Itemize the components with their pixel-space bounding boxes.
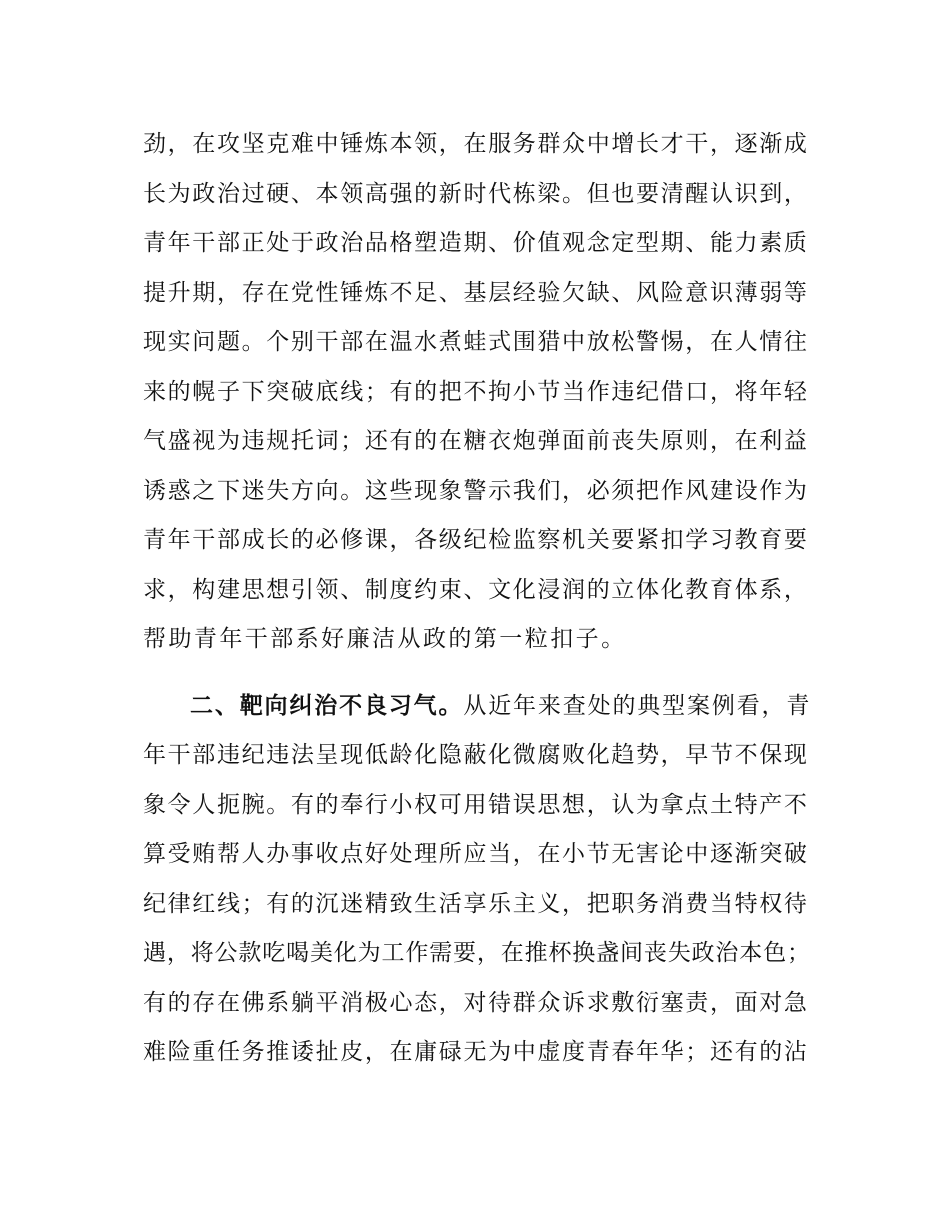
text-line: 青年干部成长的必修课，各级纪检监察机关要紧扣学习教育要: [143, 527, 809, 553]
text-line: 现实问题。个别干部在温水煮蛙式围猎中放松警惕，在人情往: [143, 329, 809, 355]
text-line: 来的幌子下突破底线；有的把不拘小节当作违纪借口，将年轻: [143, 379, 809, 405]
text-line: 劲，在攻坚克难中锤炼本领，在服务群众中增长才干，逐渐成: [143, 131, 809, 157]
text-line: 遇，将公款吃喝美化为工作需要，在推杯换盏间丧失政治本色；: [143, 940, 811, 966]
text-line: 纪律红线；有的沉迷精致生活享乐主义，把职务消费当特权待: [143, 891, 809, 917]
text-line: 算受贿帮人办事收点好处理所应当，在小节无害论中逐渐突破: [143, 841, 809, 867]
text-run: 从近年来查处的典型案例看，青: [463, 693, 812, 719]
paragraph-2-first-line: [190, 681, 813, 731]
text-line: 求，构建思想引领、制度约束、文化浸润的立体化教育体系，: [143, 577, 809, 603]
text-line: 长为政治过硬、本领高强的新时代栋梁。但也要清醒认识到，: [143, 181, 809, 207]
text-line: 帮助青年干部系好廉洁从政的第一粒扣子。: [143, 626, 627, 652]
text-line: 气盛视为违规托词；还有的在糖衣炮弹面前丧失原则，在利益: [143, 428, 809, 454]
section-heading: 二、靶向纠治不良习气。: [190, 693, 464, 719]
text-line: 诱惑之下迷失方向。这些现象警示我们，必须把作风建设作为: [143, 478, 809, 504]
text-line: 有的存在佛系躺平消极心态，对待群众诉求敷衍塞责，面对急: [143, 990, 809, 1016]
text-line: 提升期，存在党性锤炼不足、基层经验欠缺、风险意识薄弱等: [143, 280, 809, 306]
text-line: 年干部违纪违法呈现低龄化隐蔽化微腐败化趋势，早节不保现: [143, 742, 809, 768]
text-line: 青年干部正处于政治品格塑造期、价值观念定型期、能力素质: [143, 230, 809, 256]
text-line: 象令人扼腕。有的奉行小权可用错误思想，认为拿点土特产不: [143, 792, 809, 818]
text-line: 难险重任务推诿扯皮，在庸碌无为中虚度青春年华；还有的沾: [143, 1039, 809, 1065]
